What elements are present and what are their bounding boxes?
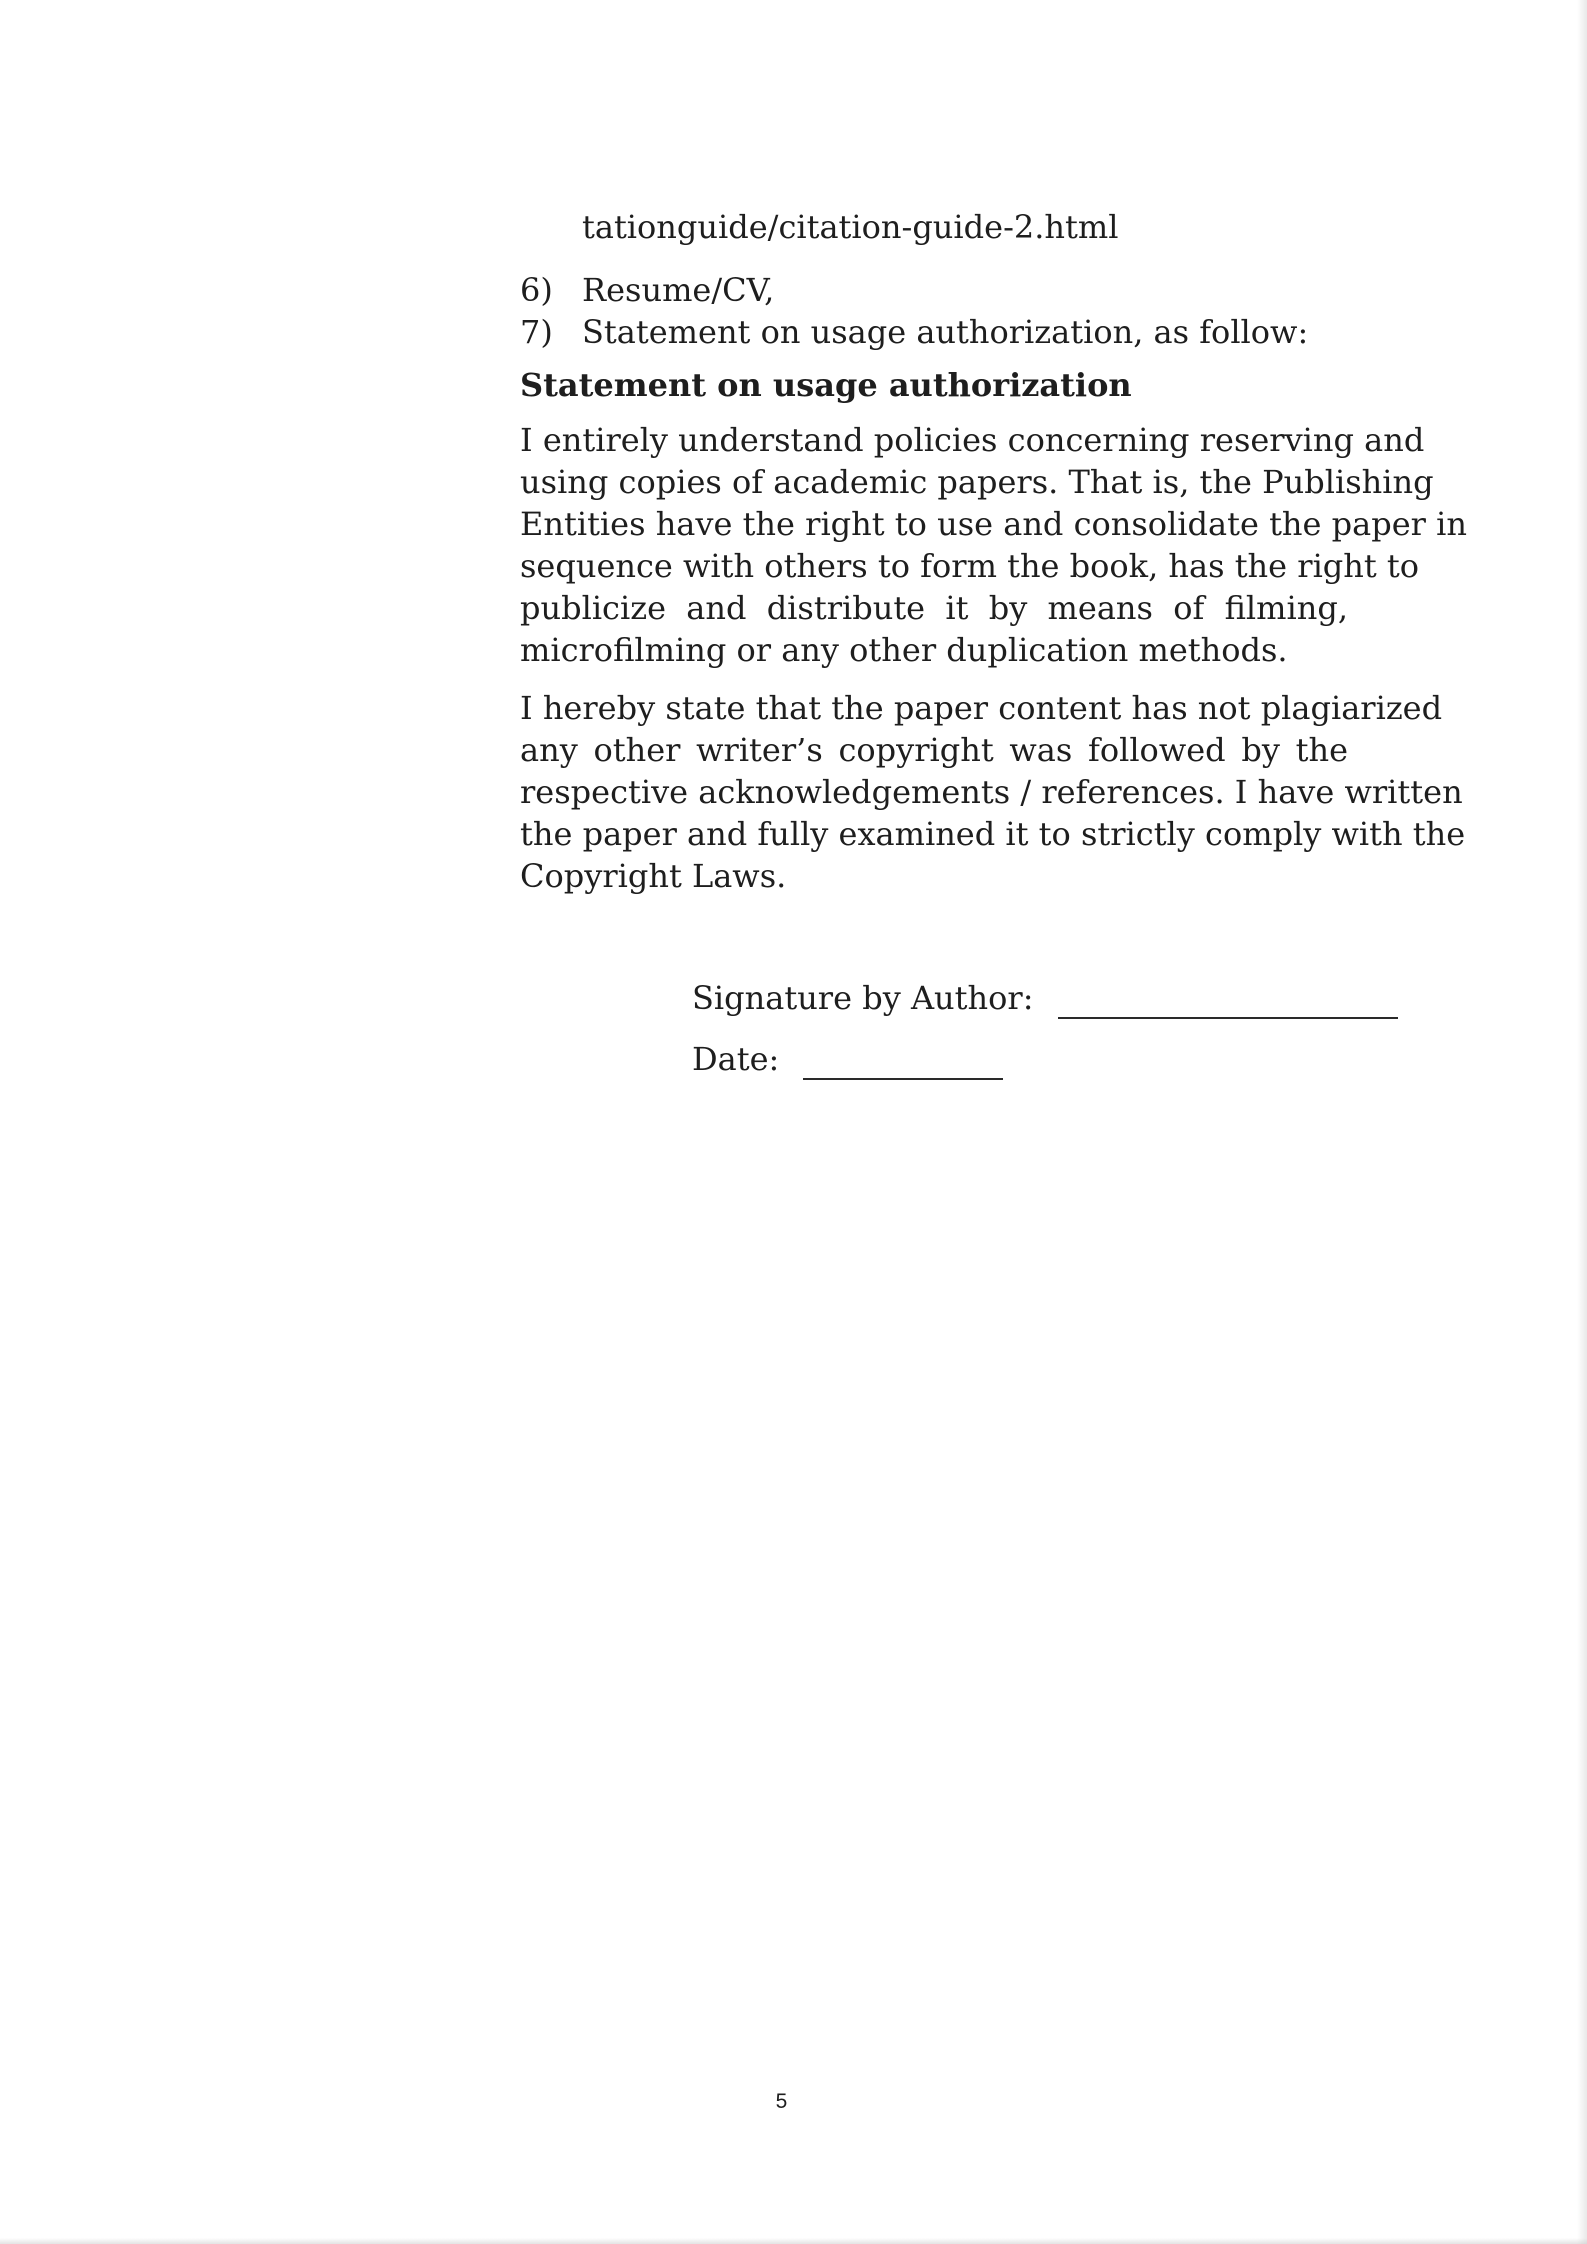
date-row [692, 1038, 1003, 1080]
paragraph-line: Copyright Laws. [520, 857, 787, 895]
paragraph-line: the paper and fully examined it to strictly comply with the [520, 815, 1466, 853]
page-number: 5 [775, 2090, 788, 2113]
date-line[interactable] [803, 1052, 1003, 1080]
list-item-number: 7) [520, 313, 553, 351]
paragraph-line: sequence with others to form the book, has the right to [520, 547, 1420, 585]
list-item-text: Statement on usage authorization, as follow: [582, 313, 1309, 351]
paragraph-line: any other writer’s copyright was followed by the [520, 731, 1348, 769]
paragraph-line: using copies of academic papers. That is, the Publishing [520, 463, 1434, 501]
scan-bottom-shadow [0, 2238, 1587, 2244]
paragraph-line: microfilming or any other duplication methods. [520, 631, 1288, 669]
paragraph-line: I hereby state that the paper content has not plagiarized [520, 689, 1443, 727]
signature-row [692, 977, 1398, 1019]
paragraph-line: I entirely understand policies concerning reserving and [520, 421, 1425, 459]
paragraph-line: Entities have the right to use and consolidate the paper in [520, 505, 1467, 543]
body-column [520, 205, 1467, 913]
scan-edge-shadow [1577, 0, 1587, 2244]
url-continuation: tationguide/citation-guide-2.html [582, 208, 1119, 246]
paragraph-line: respective acknowledgements / references. I have written [520, 773, 1463, 811]
paragraph-copyright-statement [520, 687, 1466, 897]
date-label: Date: [692, 1040, 780, 1078]
signature-line[interactable] [1058, 991, 1398, 1019]
list-item [520, 311, 1348, 353]
list-item-text: Resume/CV, [582, 271, 775, 309]
list-item-number: 6) [520, 271, 553, 309]
section-heading: Statement on usage authorization [520, 366, 1132, 404]
signature-label: Signature by Author: [692, 979, 1034, 1017]
list-item [520, 269, 1348, 311]
paragraph-authorization-policy [520, 419, 1467, 671]
paragraph-line: publicize and distribute it by means of filming, [520, 589, 1348, 627]
